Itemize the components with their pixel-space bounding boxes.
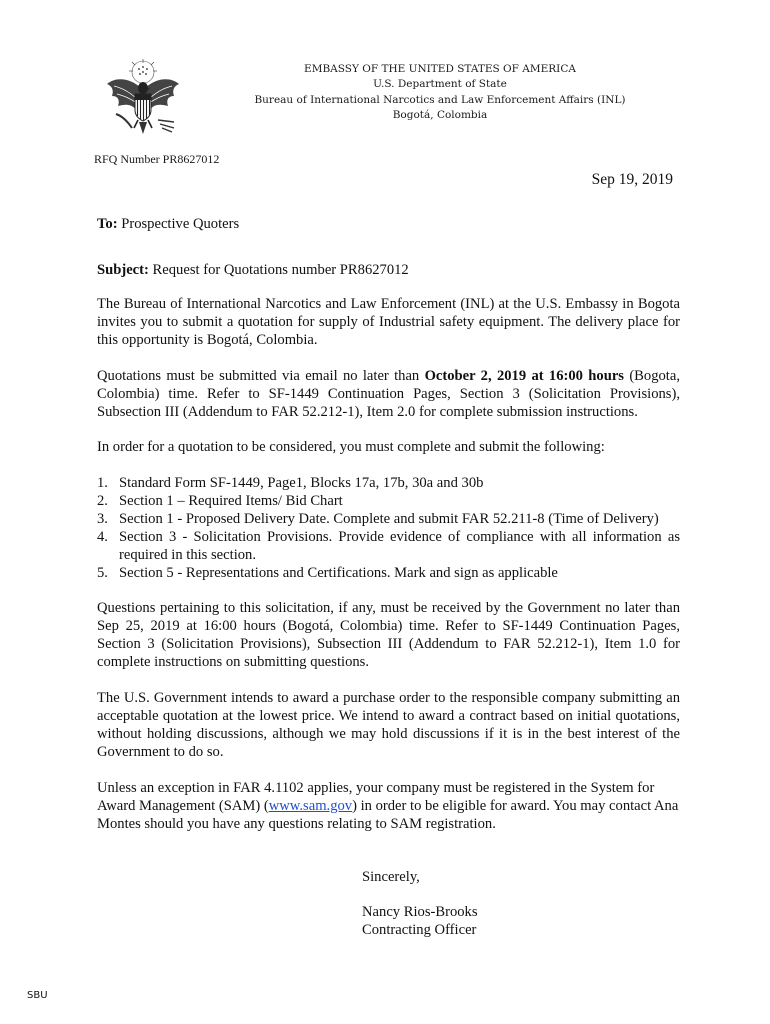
sam-text-before: Unless an exception in FAR 4.1102 applies, your company must be registered in the System for Award Management (SAM) ( (97, 780, 655, 814)
list-item (97, 474, 680, 492)
letterhead-embassy-line: EMBASSY OF THE UNITED STATES OF AMERICA (304, 63, 576, 75)
signer-name: Nancy Rios-Brooks (362, 904, 478, 920)
list-item-text: Section 1 - Proposed Delivery Date. Complete and submit FAR 52.211-8 (Time of Delivery) (119, 511, 659, 527)
signature-block (362, 903, 478, 939)
sam-paragraph (97, 779, 680, 833)
list-item-number: 3. (97, 511, 108, 527)
list-item-number: 5. (97, 565, 108, 581)
submission-deadline: October 2, 2019 at 16:00 hours (424, 368, 624, 384)
list-item-text: Standard Form SF-1449, Page1, Blocks 17a, 17b, 30a and 30b (119, 475, 484, 491)
sam-text-after: ) in order to be eligible for award. You may contact Ana Montes should you have any questions relating to SAM registration. (97, 798, 679, 832)
list-item (97, 492, 680, 510)
recipient-label: To: (97, 216, 118, 232)
questions-paragraph: Questions pertaining to this solicitation, if any, must be received by the Government no later than Sep 25, 2019 at 16:00 hours (Bogotá, Colombia) time. Refer to SF-1449 Continuation Pages, Section 3 (Solicitation Provisions), Subsection III (Addendum to FAR 52.212-1), Item 1.0 for complete instructions on submitting questions. (97, 600, 680, 670)
letterhead-location-line: Bogotá, Colombia (392, 109, 488, 122)
rfq-number: RFQ Number PR8627012 (94, 152, 220, 166)
letterhead-department-line: U.S. Department of State (373, 78, 507, 91)
sam-link[interactable]: www.sam.gov (268, 798, 353, 814)
list-item-number: 2. (97, 493, 108, 509)
award-paragraph: The U.S. Government intends to award a purchase order to the responsible company submitting an acceptable quotation at the lowest price. We intend to award a contract based on initial quotations, without holding discussions, although we may hold discussions if it is in the best interest of the Government to do so. (97, 690, 680, 760)
list-item-text: Section 5 - Representations and Certifications. Mark and sign as applicable (119, 565, 558, 581)
submission-text-after: (Bogota, Colombia) time. Refer to SF-1449 Continuation Pages, Section 3 (Solicitation Provisions), Subsection III (Addendum to FAR 52.212-1), Item 2.0 for complete submission instructions. (97, 368, 680, 420)
subject-value: Request for Quotations number PR8627012 (152, 262, 409, 278)
list-item-number: 4. (97, 529, 108, 545)
letterhead (200, 62, 680, 124)
intro-paragraph: The Bureau of International Narcotics and Law Enforcement (INL) at the U.S. Embassy in Bogota invites you to submit a quotation for supply of Industrial safety equipment. The delivery place for this opportunity is Bogotá, Colombia. (97, 296, 680, 348)
requirements-intro: In order for a quotation to be considered, you must complete and submit the following: (97, 439, 605, 455)
closing-salutation: Sincerely, (362, 869, 420, 885)
list-item (97, 564, 680, 582)
recipient-line (97, 215, 680, 233)
subject-label: Subject: (97, 262, 149, 278)
letterhead-bureau-line: Bureau of International Narcotics and Law Enforcement Affairs (INL) (254, 93, 626, 106)
signer-title: Contracting Officer (362, 922, 477, 938)
list-item-text: Section 3 - Solicitation Provisions. Provide evidence of compliance with all information as required in this section. (119, 529, 680, 563)
submission-paragraph (97, 367, 680, 421)
list-item-text: Section 1 – Required Items/ Bid Chart (119, 493, 343, 509)
list-item (97, 510, 680, 528)
great-seal-eagle-icon (102, 56, 184, 140)
submission-text-before: Quotations must be submitted via email no later than (97, 368, 425, 384)
list-item-number: 1. (97, 475, 108, 491)
subject-line (97, 261, 680, 279)
recipient-value: Prospective Quoters (121, 216, 240, 232)
list-item (97, 528, 680, 564)
sensitivity-marking: SBU (27, 990, 48, 1001)
requirements-list (97, 474, 680, 582)
letter-date: Sep 19, 2019 (591, 171, 673, 188)
